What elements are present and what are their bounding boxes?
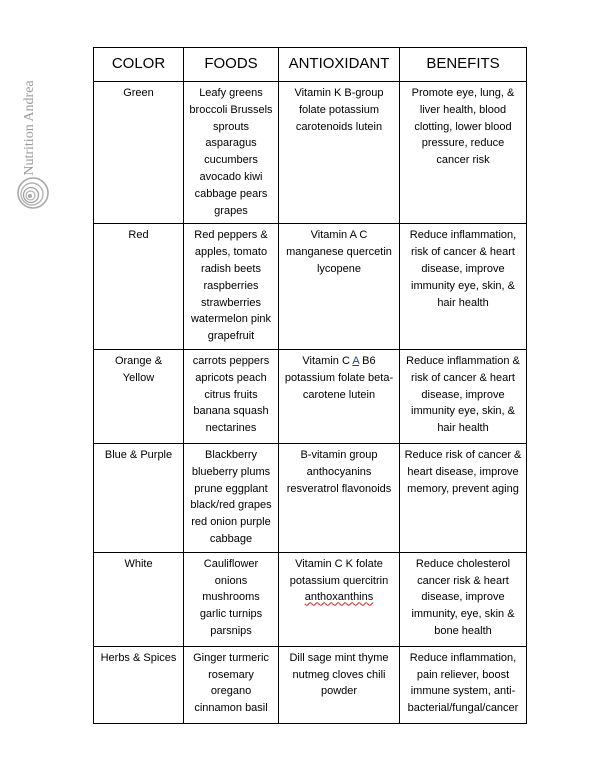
table-header-row [94, 48, 527, 82]
table-row [94, 443, 527, 552]
antioxidant-text-part: Vitamin C K folate potassium quercitrin [289, 557, 389, 587]
antioxidant-underlined-letter: A [352, 354, 360, 367]
cell-antioxidant [279, 349, 400, 443]
cell-benefits: Reduce risk of cancer & heart disease, improve memory, prevent aging [400, 443, 527, 552]
cell-foods: Cauliflower onions mushrooms garlic turnips parsnips [184, 552, 279, 646]
cell-benefits: Reduce inflammation, risk of cancer & heart disease, improve immunity eye, skin, & hair health [400, 224, 527, 350]
cell-benefits: Reduce inflammation & risk of cancer & heart disease, improve immunity eye, skin, & hair health [400, 349, 527, 443]
cell-benefits: Reduce inflammation, pain reliever, boost immune system, anti-bacterial/fungal/cancer [400, 646, 527, 723]
table-row [94, 82, 527, 224]
header-benefits: BENEFITS [400, 48, 527, 82]
cell-antioxidant: Vitamin A C manganese quercetin lycopene [279, 224, 400, 350]
cell-color: Green [94, 82, 184, 224]
cell-antioxidant: Vitamin K B-group folate potassium carotenoids lutein [279, 82, 400, 224]
antioxidant-misspelled-word: anthoxanthins [304, 591, 374, 604]
table-row [94, 224, 527, 350]
cell-antioxidant: Dill sage mint thyme nutmeg cloves chili powder [279, 646, 400, 723]
cell-color: Blue & Purple [94, 443, 184, 552]
header-color: COLOR [94, 48, 184, 82]
cell-foods: Blackberry blueberry plums prune eggplant black/red grapes red onion purple cabbage [184, 443, 279, 552]
antioxidant-text-part: Vitamin C [302, 354, 353, 367]
cell-color: White [94, 552, 184, 646]
table-row [94, 349, 527, 443]
header-antioxidant: ANTIOXIDANT [279, 48, 400, 82]
cell-foods: carrots peppers apricots peach citrus fruits banana squash nectarines [184, 349, 279, 443]
watermark [14, 70, 54, 230]
cell-antioxidant: B-vitamin group anthocyanins resveratrol flavonoids [279, 443, 400, 552]
cell-antioxidant [279, 552, 400, 646]
table-row [94, 646, 527, 723]
watermark-text: Nutrition Andrea [22, 80, 37, 176]
cell-foods: Red peppers & apples, tomato radish beets raspberries strawberries watermelon pink grapefruit [184, 224, 279, 350]
cell-color: Orange & Yellow [94, 349, 184, 443]
header-foods: FOODS [184, 48, 279, 82]
cell-color: Herbs & Spices [94, 646, 184, 723]
cell-color: Red [94, 224, 184, 350]
cell-foods: Leafy greens broccoli Brussels sprouts asparagus cucumbers avocado kiwi cabbage pears grapes [184, 82, 279, 224]
table-row [94, 552, 527, 646]
antioxidant-color-table [93, 47, 527, 724]
spiral-logo-icon [16, 176, 50, 210]
cell-benefits: Reduce cholesterol cancer risk & heart disease, improve immunity, eye, skin & bone health [400, 552, 527, 646]
cell-benefits: Promote eye, lung, & liver health, blood clotting, lower blood pressure, reduce cancer risk [400, 82, 527, 224]
antioxidant-text-part: B6 potassium folate beta-carotene lutein [284, 354, 394, 401]
cell-foods: Ginger turmeric rosemary oregano cinnamon basil [184, 646, 279, 723]
